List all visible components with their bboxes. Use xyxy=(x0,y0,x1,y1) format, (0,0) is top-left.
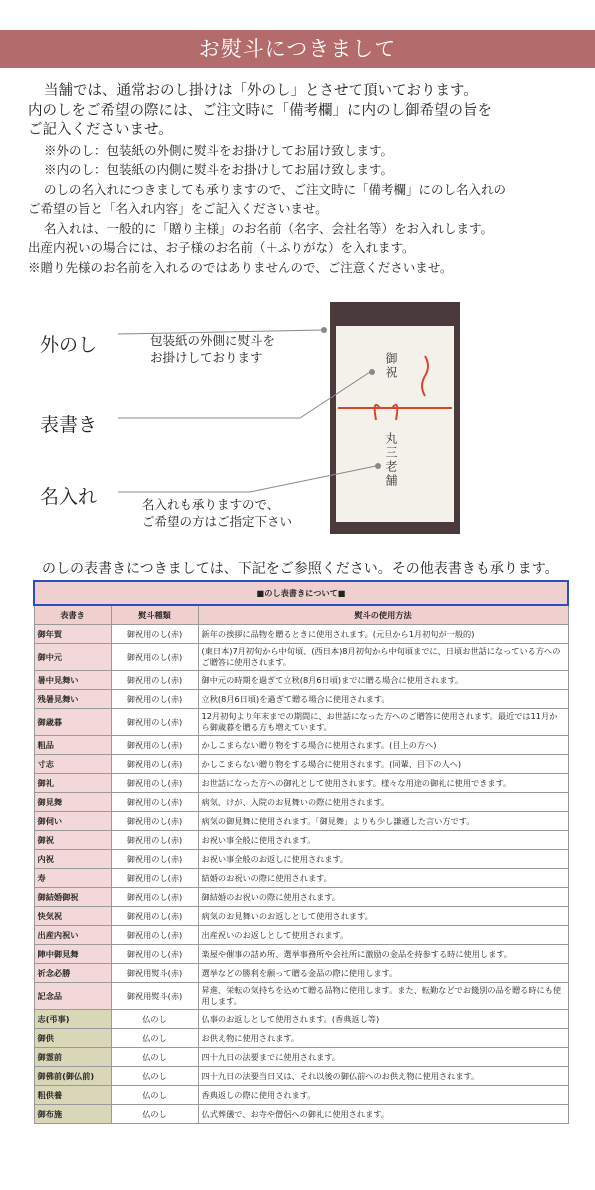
row-omotegaki: 御伺い xyxy=(34,812,111,831)
note-soto-1: 包装紙の外側に熨斗を xyxy=(150,333,276,348)
row-omotegaki: 御霊前 xyxy=(34,1048,111,1067)
table-row xyxy=(34,736,568,755)
row-noshi-type: 仏のし xyxy=(111,1105,198,1124)
noshi-omote-text: 御祝 xyxy=(384,352,398,380)
row-omotegaki: 御年賀 xyxy=(34,625,111,644)
row-noshi-type: 御祝用のし(赤) xyxy=(111,831,198,850)
label-omotegaki: 表書き xyxy=(40,414,98,436)
row-omotegaki: 祈念必勝 xyxy=(34,964,111,983)
row-omotegaki: 粗供養 xyxy=(34,1086,111,1105)
row-omotegaki: 暑中見舞い xyxy=(34,671,111,690)
row-omotegaki: 御結婚御祝 xyxy=(34,888,111,907)
row-noshi-type: 御祝用のし(赤) xyxy=(111,888,198,907)
label-soto-noshi: 外のし xyxy=(40,334,98,356)
row-usage: 仏事のお返しとして使用されます。(香典返し等) xyxy=(198,1010,568,1029)
table-row xyxy=(34,644,568,671)
row-noshi-type: 御祝用熨斗(赤) xyxy=(111,964,198,983)
intro-line: ※贈り先様のお名前を入れるのではありませんので、ご注意くださいませ。 xyxy=(28,259,453,275)
row-noshi-type: 御祝用のし(赤) xyxy=(111,793,198,812)
row-usage: 昇進、栄転の気持ちを込めて贈る品物に使用します。また、転勤などでお餞別の品を贈る時にも使用します。 xyxy=(198,983,568,1010)
row-noshi-type: 御祝用のし(赤) xyxy=(111,850,198,869)
row-noshi-type: 仏のし xyxy=(111,1010,198,1029)
row-noshi-type: 仏のし xyxy=(111,1029,198,1048)
row-usage: 新年の挨拶に品物を贈るときに使用されます。(元旦から1月初旬が一般的) xyxy=(198,625,568,644)
intro-line: 出産内祝いの場合には、お子様のお名前（＋ふりがな）を入れます。 xyxy=(28,240,415,255)
row-noshi-type: 御祝用のし(赤) xyxy=(111,926,198,945)
connector-lines xyxy=(0,300,595,545)
table-row xyxy=(34,888,568,907)
row-omotegaki: 出産内祝い xyxy=(34,926,111,945)
note-naire-2: ご希望の方はご指定下さい xyxy=(142,514,293,529)
row-omotegaki: 寿 xyxy=(34,869,111,888)
row-omotegaki: 志(弔事) xyxy=(34,1010,111,1029)
intro-line: 内のしをご希望の際には、ご注文時に「備考欄」に内のし御希望の旨を xyxy=(28,102,492,119)
col-header: 熨斗種類 xyxy=(111,605,198,625)
row-usage: 四十九日の法要当日又は、それ以後の御仏前へのお供え物に使用されます。 xyxy=(198,1067,568,1086)
row-noshi-type: 御祝用のし(赤) xyxy=(111,869,198,888)
row-noshi-type: 仏のし xyxy=(111,1048,198,1067)
row-usage: 楽屋や催事の詰め所、選挙事務所や会社所に激励の金品を持参する時に使用します。 xyxy=(198,945,568,964)
row-usage: 病気の御見舞に使用されます。「御見舞」よりも少し謙遜した言い方です。 xyxy=(198,812,568,831)
table-intro: のしの表書きにつきましては、下記をご参照ください。その他表書きも承ります。 xyxy=(42,561,559,577)
table-row xyxy=(34,945,568,964)
row-usage: 御結婚のお祝いの際に使用されます。 xyxy=(198,888,568,907)
row-omotegaki: 御供 xyxy=(34,1029,111,1048)
table-row xyxy=(34,690,568,709)
row-noshi-type: 御祝用のし(赤) xyxy=(111,755,198,774)
row-omotegaki: 御布施 xyxy=(34,1105,111,1124)
row-usage: かしこまらない贈り物をする場合に使用されます。(同輩、目下の人へ) xyxy=(198,755,568,774)
row-noshi-type: 御祝用のし(赤) xyxy=(111,736,198,755)
row-usage: 選挙などの勝利を願って贈る金品の際に使用します。 xyxy=(198,964,568,983)
row-noshi-type: 御祝用のし(赤) xyxy=(111,907,198,926)
row-usage: 四十九日の法要までに使用されます。 xyxy=(198,1048,568,1067)
row-omotegaki: 寸志 xyxy=(34,755,111,774)
note-naire-1: 名入れも承りますので、 xyxy=(142,497,280,512)
row-usage: お供え物に使用されます。 xyxy=(198,1029,568,1048)
table-row xyxy=(34,1010,568,1029)
row-omotegaki: 御佛前(御仏前) xyxy=(34,1067,111,1086)
row-omotegaki: 御礼 xyxy=(34,774,111,793)
row-omotegaki: 陣中御見舞 xyxy=(34,945,111,964)
table-row xyxy=(34,983,568,1010)
table-row xyxy=(34,926,568,945)
table-title: ■のし表書きについて■ xyxy=(34,581,568,605)
intro-line: ご希望の旨と「名入れ内容」をご記入くださいませ。 xyxy=(28,201,328,216)
row-noshi-type: 御祝用のし(赤) xyxy=(111,644,198,671)
table-row xyxy=(34,812,568,831)
row-usage: 病気、けが、入院のお見舞いの際に使用されます。 xyxy=(198,793,568,812)
row-noshi-type: 御祝用のし(赤) xyxy=(111,774,198,793)
table-row xyxy=(34,793,568,812)
row-omotegaki: 内祝 xyxy=(34,850,111,869)
row-usage: 仏式葬儀で、お寺や僧侶への御礼に使用されます。 xyxy=(198,1105,568,1124)
note-soto-2: お掛けしております xyxy=(150,350,263,365)
row-noshi-type: 仏のし xyxy=(111,1086,198,1105)
table-row xyxy=(34,964,568,983)
row-usage: 病気のお見舞いのお返しとして使用されます。 xyxy=(198,907,568,926)
table-row xyxy=(34,671,568,690)
table-row xyxy=(34,831,568,850)
col-header: 表書き xyxy=(34,605,111,625)
label-naire: 名入れ xyxy=(40,486,98,508)
table-row xyxy=(34,709,568,736)
table-row xyxy=(34,1086,568,1105)
intro-line: ご記入くださいませ。 xyxy=(28,122,173,138)
row-noshi-type: 御祝用のし(赤) xyxy=(111,671,198,690)
row-usage: 御中元の時期を過ぎて立秋(8月6日頃)までに贈る場合に使用されます。 xyxy=(198,671,568,690)
row-usage: お祝い事全般に使用されます。 xyxy=(198,831,568,850)
row-noshi-type: 御祝用のし(赤) xyxy=(111,690,198,709)
row-omotegaki: 記念品 xyxy=(34,983,111,1010)
table-row xyxy=(34,774,568,793)
row-usage: かしこまらない贈り物をする場合に使用されます。(目上の方へ) xyxy=(198,736,568,755)
table-row xyxy=(34,625,568,644)
row-omotegaki: 快気祝 xyxy=(34,907,111,926)
intro-line: 当舗では、通常おのし掛けは「外のし」とさせて頂いております。 xyxy=(44,83,478,99)
row-omotegaki: 残暑見舞い xyxy=(34,690,111,709)
row-omotegaki: 粗品 xyxy=(34,736,111,755)
section-banner: お熨斗につきまして xyxy=(0,30,595,68)
intro-line: 名入れは、一般的に「贈り主様」のお名前（名字、会社名等）をお入れします。 xyxy=(44,220,494,236)
intro-line: ※外のし：包装紙の外側に熨斗をお掛けしてお届け致します。 xyxy=(44,142,394,158)
row-omotegaki: 御歳暮 xyxy=(34,709,111,736)
intro-line: ※内のし：包装紙の内側に熨斗をお掛けしてお届け致します。 xyxy=(44,162,394,177)
table-row xyxy=(34,907,568,926)
table-row xyxy=(34,1105,568,1124)
table-row xyxy=(34,755,568,774)
row-noshi-type: 御祝用のし(赤) xyxy=(111,812,198,831)
table-row xyxy=(34,1048,568,1067)
row-usage: お世話になった方への御礼として使用されます。様々な用途の御礼に使用できます。 xyxy=(198,774,568,793)
row-usage: お祝い事全般のお返しに使用されます。 xyxy=(198,850,568,869)
table-row xyxy=(34,869,568,888)
noshi-name-text: 丸三老舗 xyxy=(384,432,398,488)
row-noshi-type: 御祝用のし(赤) xyxy=(111,945,198,964)
row-noshi-type: 御祝用のし(赤) xyxy=(111,625,198,644)
intro-text xyxy=(28,82,578,277)
row-usage: 香典返しの際に使用されます。 xyxy=(198,1086,568,1105)
row-omotegaki: 御見舞 xyxy=(34,793,111,812)
table-row xyxy=(34,1067,568,1086)
table-row xyxy=(34,1029,568,1048)
row-noshi-type: 仏のし xyxy=(111,1067,198,1086)
row-noshi-type: 御祝用熨斗(赤) xyxy=(111,983,198,1010)
col-header: 熨斗の使用方法 xyxy=(198,605,568,625)
table-row xyxy=(34,850,568,869)
row-omotegaki: 御中元 xyxy=(34,644,111,671)
row-usage: (東日本)7月初旬から中旬頃、(西日本)8月初旬から中旬頃までに、日頃お世話になっている方へのご贈答に使用されます。 xyxy=(198,644,568,671)
row-usage: 立秋(8月6日頃)を過ぎて贈る場合に使用されます。 xyxy=(198,690,568,709)
row-noshi-type: 御祝用のし(赤) xyxy=(111,709,198,736)
row-usage: 結婚のお祝いの際に使用されます。 xyxy=(198,869,568,888)
noshi-table xyxy=(33,580,569,1124)
intro-line: のしの名入れにつきましても承りますので、ご注文時に「備考欄」にのし名入れの xyxy=(44,181,507,197)
row-usage: 12月初旬より年末までの期間に、お世話になった方へのご贈答に使用されます。最近では11月から御歳暮を贈る方も増えています。 xyxy=(198,709,568,736)
row-omotegaki: 御祝 xyxy=(34,831,111,850)
row-usage: 出産祝いのお返しとして使用されます。 xyxy=(198,926,568,945)
